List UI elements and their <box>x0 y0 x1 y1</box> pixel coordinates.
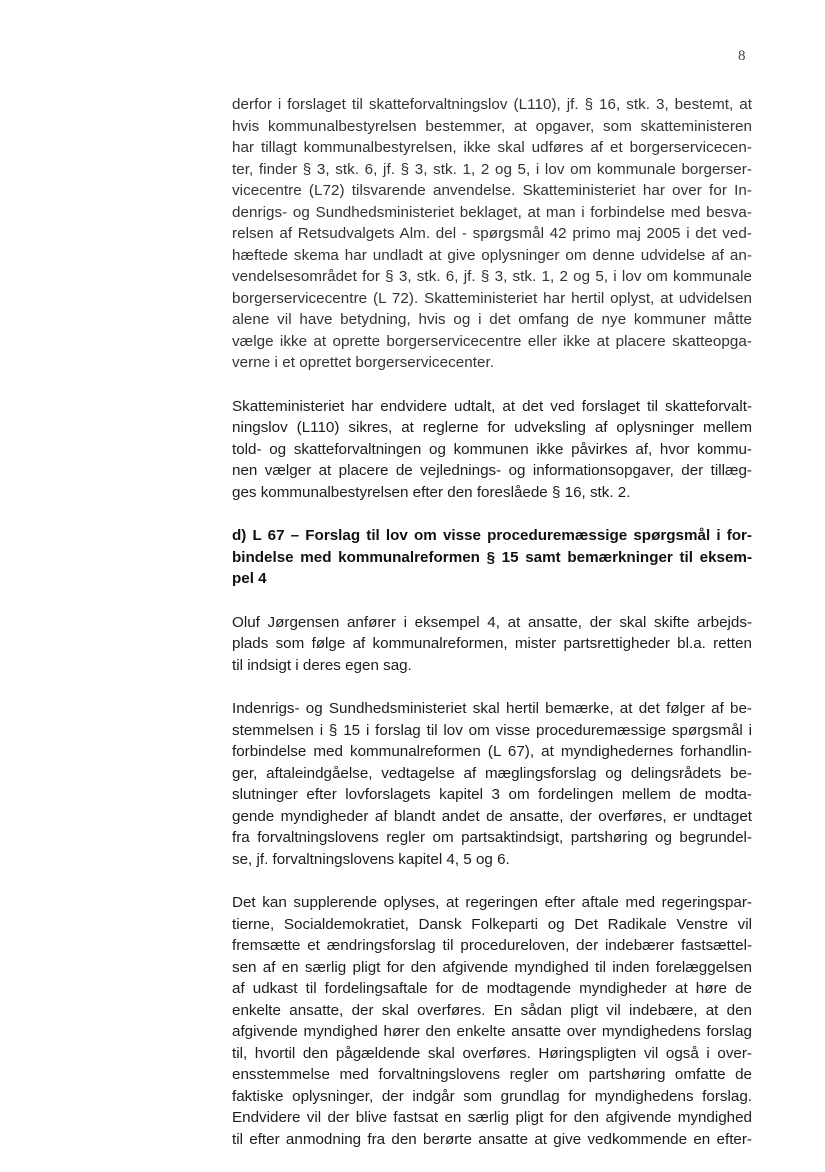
text-line: hæftede skema har undladt at give oplysninger om denne udvidelse af an- <box>232 246 752 264</box>
text-line: af udkast til fordelingsaftale for de modtagende myndigheder at høre de <box>232 980 752 997</box>
document-body <box>232 94 752 1172</box>
text-line: gende myndigheder af blandt andet de ansatte, der overføres, er undtaget <box>232 807 752 825</box>
paragraph-skatteforvaltningslov <box>232 94 752 374</box>
text-line: told- og skatteforvaltningen og kommunen ikke påvirkes af, hvor kommu- <box>232 440 752 458</box>
text-line: fra forvaltningslovens regler om partsaktindsigt, partshøring og begrundel- <box>232 829 752 846</box>
text-line: denrigs- og Sundhedsministeriet beklaget, at man i forbindelse med besva- <box>232 203 752 221</box>
text-line: Indenrigs- og Sundhedsministeriet skal hertil bemærke, at det følger af be- <box>232 700 752 717</box>
text-line: Oluf Jørgensen anfører i eksempel 4, at ansatte, der skal skifte arbejds- <box>232 613 752 631</box>
text-line: ger, aftaleindgåelse, vedtagelse af mæglingsforslag og delingsrådets be- <box>232 764 752 782</box>
paragraph-indenrigs-bemaerke <box>232 698 752 870</box>
paragraph-skatteministeriet-udtalt <box>232 396 752 504</box>
text-line: ningslov (L110) sikres, at reglerne for udveksling af oplysninger mellem <box>232 419 752 436</box>
text-line: ges kommunalbestyrelsen efter den foreslåede § 16, stk. 2. <box>232 483 631 501</box>
text-line: nen vælger at placere de vejlednings- og informationsopgaver, der tillæg- <box>232 462 752 479</box>
text-line: vicecentre (L72) tilsvarende anvendelse. Skatteministeriet har over for In- <box>232 182 752 199</box>
text-line: forbindelse med kommunalreformen (L 67), at myndighedernes forhandlin- <box>232 743 752 760</box>
text-line: vendelsesområdet for § 3, stk. 6, jf. § 3, stk. 1, 2 og 5, i lov om kommunale <box>232 268 752 285</box>
text-line: hvis kommunalbestyrelsen bestemmer, at opgaver, som skatteministeren <box>232 117 752 135</box>
text-line: se, jf. forvaltningslovens kapitel 4, 5 og 6. <box>232 850 510 868</box>
text-line: har tillagt kommunalbestyrelsen, ikke skal udføres af et borgerservicecen- <box>232 139 752 156</box>
text-line: til efter anmodning fra den berørte ansatte at give vedkommende en efter- <box>232 1130 752 1148</box>
section-heading-l67 <box>232 525 752 590</box>
text-line: til indsigt i deres egen sag. <box>232 656 412 674</box>
paragraph-supplerende <box>232 892 752 1150</box>
heading-line: d) L 67 – Forslag til lov om visse proceduremæssige spørgsmål i for- <box>232 527 752 544</box>
text-line: Det kan supplerende oplyses, at regeringen efter aftale med regeringspar- <box>232 894 752 911</box>
text-line: tierne, Socialdemokratiet, Dansk Folkeparti og Det Radikale Venstre vil <box>232 915 752 933</box>
text-line: borgerservicecentre (L 72). Skatteministeriet har hertil oplyst, at udvidelsen <box>232 289 752 307</box>
page-number: 8 <box>738 48 746 64</box>
text-line: til, hvortil den pågældende skal overføres. Høringspligten vil også i over- <box>232 1044 752 1062</box>
text-line: vælge ikke at oprette borgerservicecentre eller ikke at placere skatteopga- <box>232 332 752 350</box>
text-line: alene vil have betydning, hvis og i det omfang de nye kommuner måtte <box>232 311 752 328</box>
text-line: ensstemmelse med forvaltningslovens regler om partshøring omfatte de <box>232 1066 752 1083</box>
text-line: verne i et oprettet borgerservicecenter. <box>232 354 495 371</box>
text-line: slutninger efter lovforslagets kapitel 3 om fordelingen mellem de modta- <box>232 786 752 803</box>
paragraph-oluf-jorgensen <box>232 612 752 677</box>
text-line: sen af en særlig pligt for den afgivende myndighed til inden forelæggelsen <box>232 958 752 976</box>
text-line: relsen af Retsudvalgets Alm. del - spørgsmål 42 primo maj 2005 i det ved- <box>232 225 752 242</box>
heading-line: pel 4 <box>232 570 267 587</box>
text-line: afgivende myndighed hører den enkelte ansatte over myndighedens forslag <box>232 1023 752 1040</box>
text-line: Endvidere vil der blive fastsat en særlig pligt for den afgivende myndighed <box>232 1109 752 1126</box>
text-line: ter, finder § 3, stk. 6, jf. § 3, stk. 1, 2 og 5, i lov om kommunale borgerser- <box>232 160 752 178</box>
text-line: faktiske oplysninger, der indgår som grundlag for myndighedens forslag. <box>232 1087 752 1105</box>
text-line: plads som følge af kommunalreformen, mister partsrettigheder bl.a. retten <box>232 635 752 652</box>
text-line: Skatteministeriet har endvidere udtalt, at det ved forslaget til skatteforvalt- <box>232 397 752 415</box>
text-line: enkelte ansatte, der skal overføres. En sådan pligt vil indebære, at den <box>232 1001 752 1019</box>
text-line: stemmelsen i § 15 i forslag til lov om visse proceduremæssige spørgsmål i <box>232 721 752 739</box>
text-line: derfor i forslaget til skatteforvaltningslov (L110), jf. § 16, stk. 3, bestemt, at <box>232 96 752 113</box>
text-line: fremsætte et ændringsforslag til procedureloven, der indebærer fastsættel- <box>232 937 752 954</box>
heading-line: bindelse med kommunalreformen § 15 samt bemærkninger til eksem- <box>232 548 752 566</box>
